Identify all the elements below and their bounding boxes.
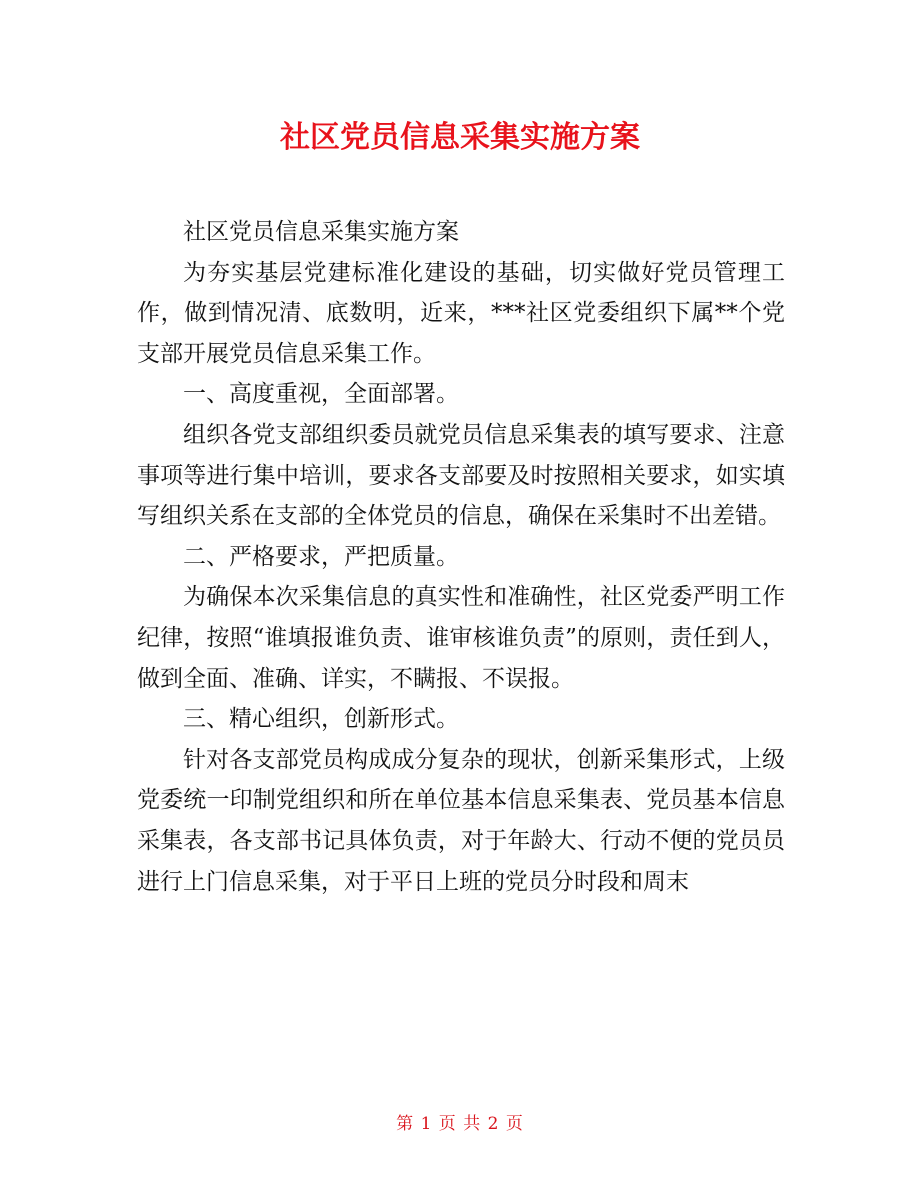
page-title: 社区党员信息采集实施方案 xyxy=(280,120,640,155)
page-footer xyxy=(0,1112,920,1136)
paragraph-section-3: 针对各支部党员构成成分复杂的现状，创新采集形式，上级党委统一印制党组织和所在单位基本信息采集表、党员基本信息采集表，各支部书记具体负责，对于年龄大、行动不便的党员员进行上门信息采集，对于平日上班的党员分时段和周末 xyxy=(137,746,785,895)
page-number-label: 第 1 页 共 2 页 xyxy=(396,1114,524,1134)
paragraph-section-1: 组织各党支部组织委员就党员信息采集表的填写要求、注意事项等进行集中培训，要求各支部要及时按照相关要求，如实填写组织关系在支部的全体党员的信息，确保在采集时不出差错。 xyxy=(137,421,785,530)
document-body xyxy=(137,212,785,902)
paragraph-subtitle: 社区党员信息采集实施方案 xyxy=(183,219,459,245)
paragraph-intro: 为夯实基层党建标准化建设的基础，切实做好党员管理工作，做到情况清、底数明，近来，***社区党委组织下属**个党支部开展党员信息采集工作。 xyxy=(137,259,785,367)
section-heading-1: 一、高度重视，全面部署。 xyxy=(183,381,459,408)
paragraph-section-2: 为确保本次采集信息的真实性和准确性，社区党委严明工作纪律，按照“谁填报谁负责、谁审核谁负责”的原则，责任到人，做到全面、准确、详实，不瞒报、不误报。 xyxy=(137,584,785,692)
section-heading-3: 三、精心组织，创新形式。 xyxy=(183,706,459,733)
section-heading-2: 二、严格要求，严把质量。 xyxy=(183,543,459,570)
